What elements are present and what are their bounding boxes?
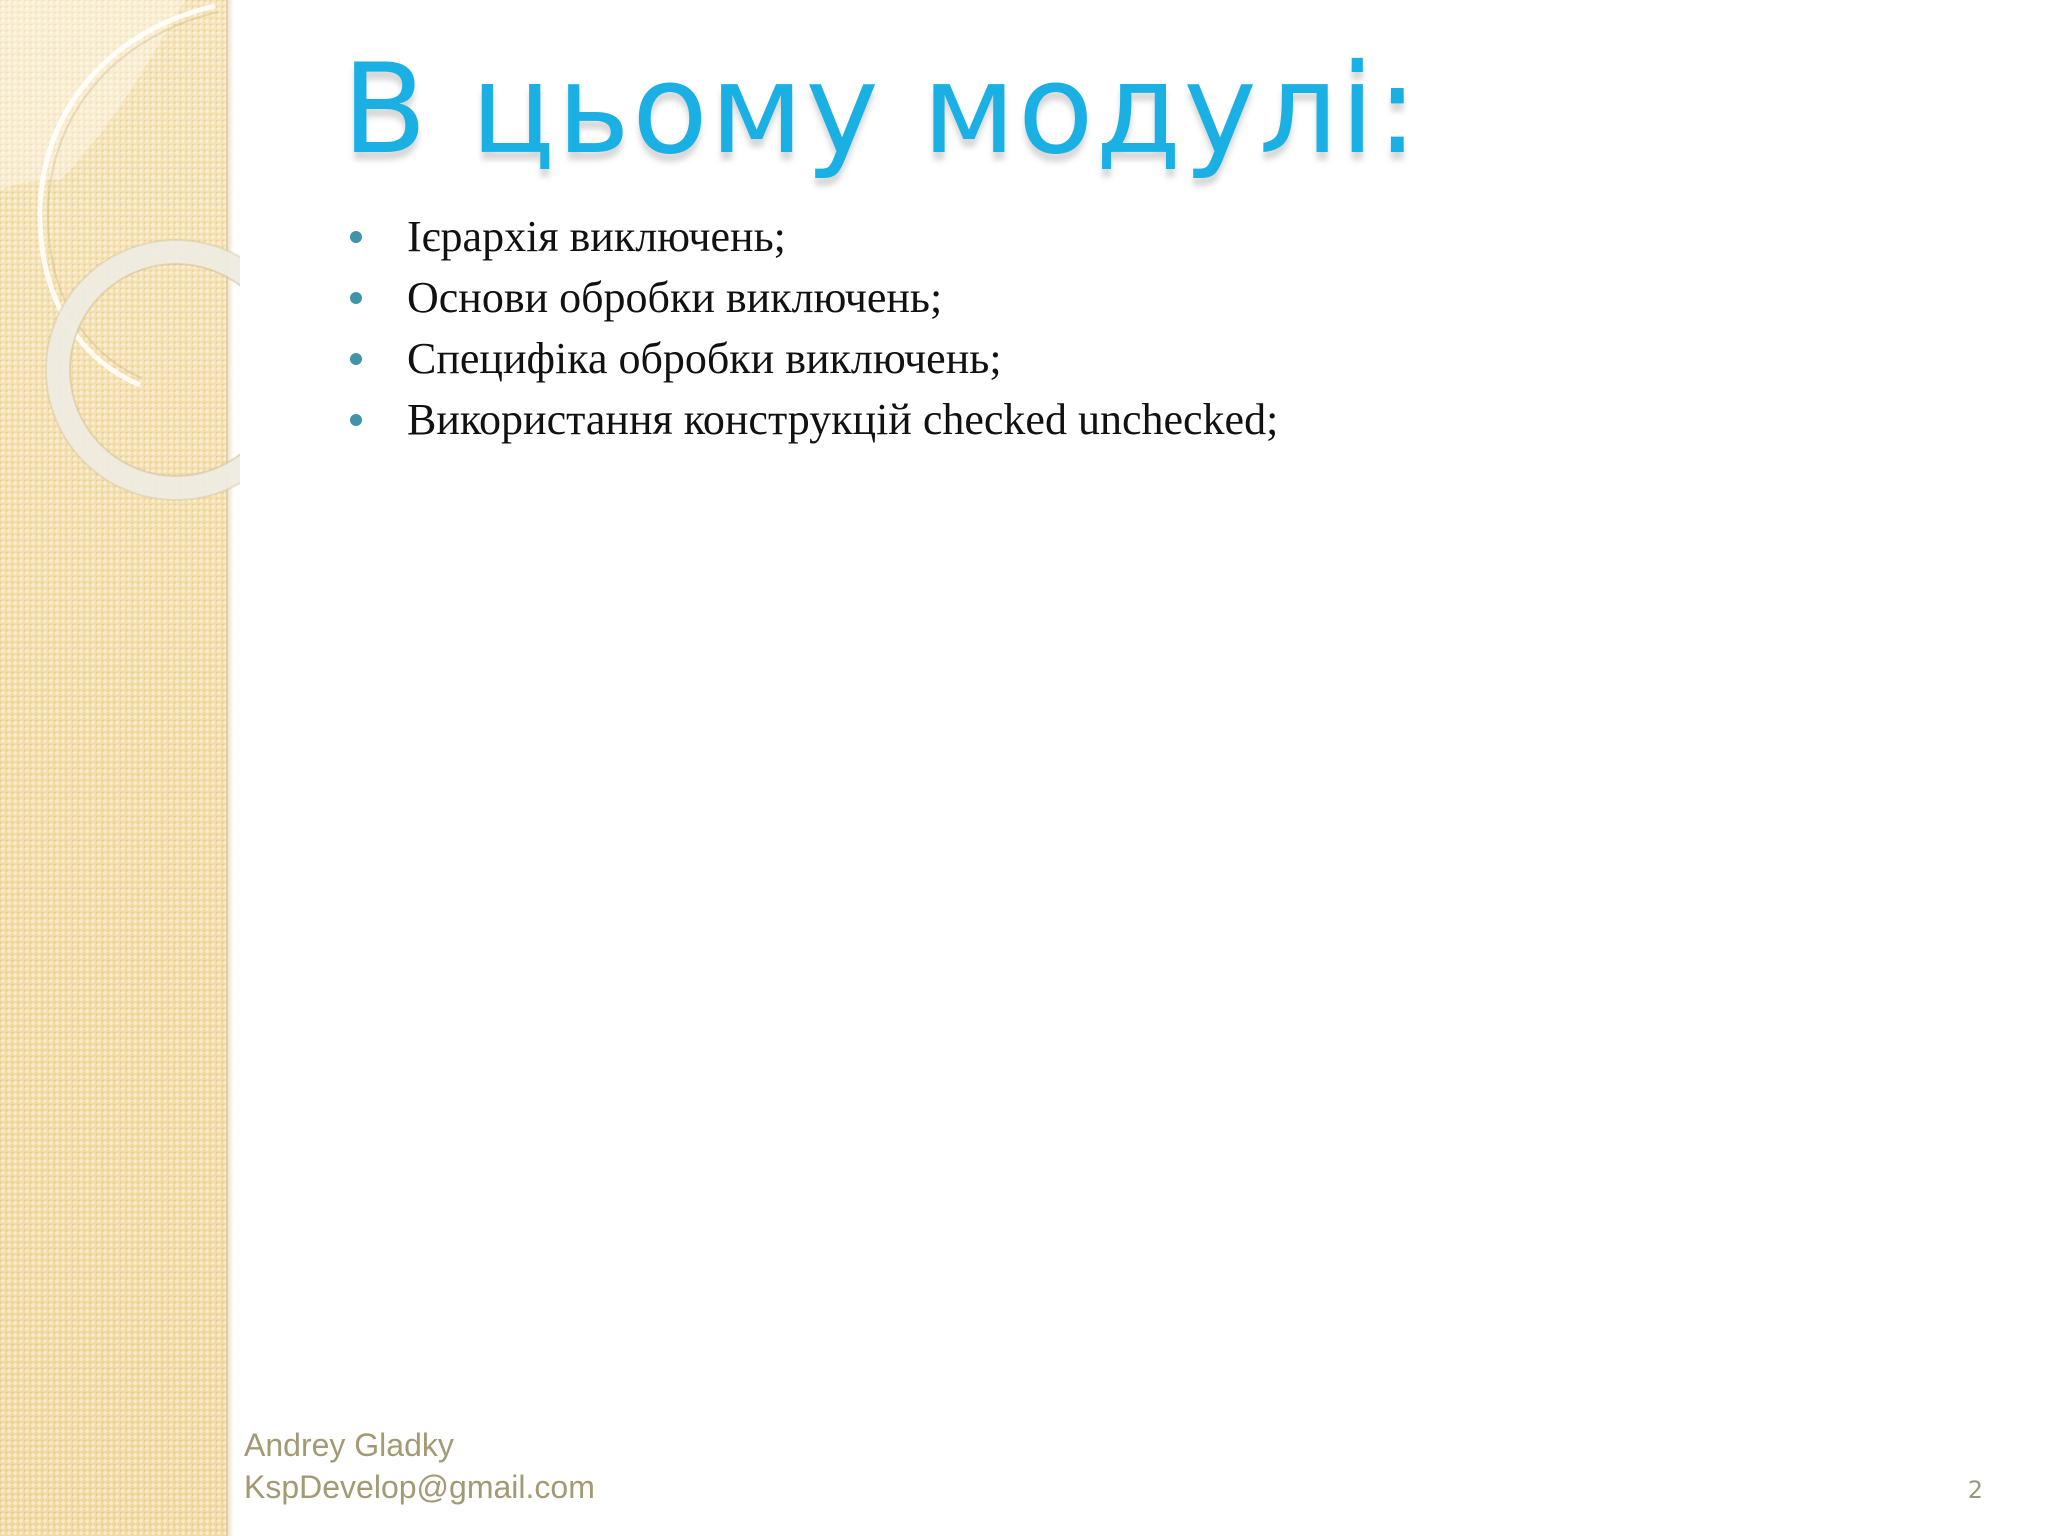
- footer-author: Andrey Gladky: [244, 1427, 454, 1463]
- bullet-dot-icon: [350, 231, 362, 243]
- bullet-text: Специфіка обробки виключень;: [407, 334, 1002, 383]
- bullet-text: Основи обробки виключень;: [407, 273, 943, 322]
- page-number: 2: [1967, 1476, 1983, 1504]
- decor-thick-ring-outer-shadow: [46, 240, 240, 500]
- slide-title: В цьому модулі:: [342, 38, 1421, 182]
- bullet-dot-icon: [350, 353, 362, 365]
- bullet-dot-icon: [350, 414, 362, 426]
- bullet-text: Ієрархія виключень;: [407, 212, 786, 261]
- bullet-text: Використання конструкцій checked unchecked;: [407, 395, 1279, 444]
- decorative-rings: [0, 0, 240, 520]
- bullet-dot-icon: [350, 292, 362, 304]
- footer: [244, 1424, 595, 1508]
- footer-email: KspDevelop@gmail.com: [244, 1469, 595, 1505]
- bullet-item: [350, 389, 1278, 450]
- bullet-list: [350, 206, 1278, 450]
- decor-thick-ring: [58, 252, 240, 488]
- bullet-item: [350, 328, 1278, 389]
- bullet-item: [350, 267, 1278, 328]
- bullet-item: [350, 206, 1278, 267]
